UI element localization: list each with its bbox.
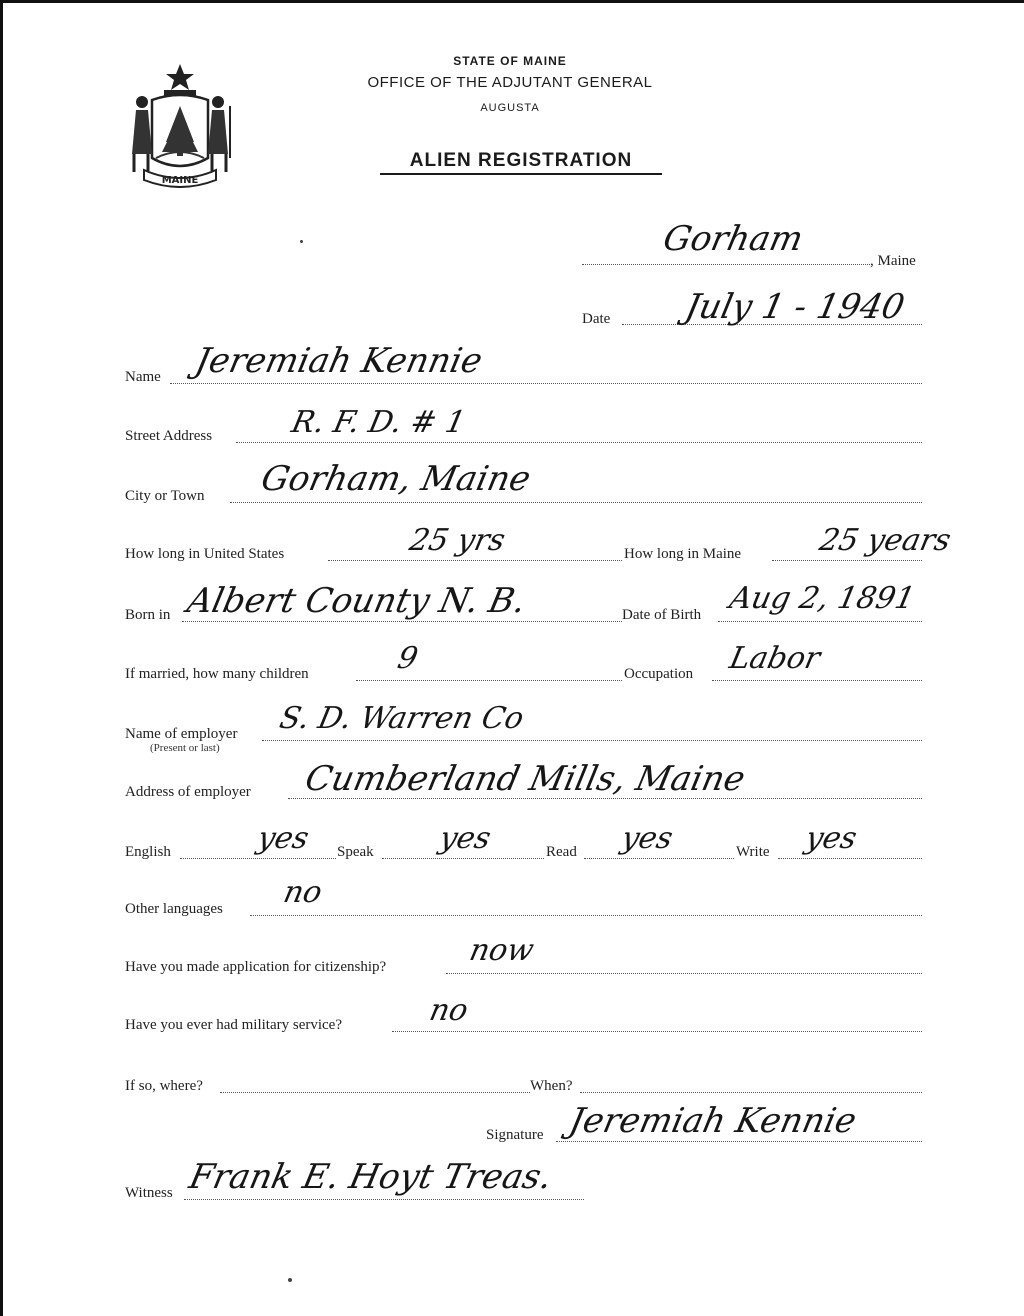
scan-border-top <box>0 0 1024 3</box>
military-value: no <box>426 993 472 1028</box>
read-value: yes <box>618 821 676 856</box>
employer-value: S. D. Warren Co <box>276 701 527 736</box>
write-value: yes <box>802 821 860 856</box>
citizenship-line <box>446 973 922 974</box>
date-value: July 1 - 1940 <box>681 287 908 327</box>
signature-value: Jeremiah Kennie <box>565 1101 860 1141</box>
city-heading: AUGUSTA <box>480 102 540 114</box>
us-line <box>328 560 622 561</box>
dob-value: Aug 2, 1891 <box>726 581 919 616</box>
us-value: 25 yrs <box>406 523 509 558</box>
speak-value: yes <box>436 821 494 856</box>
read-label: Read <box>546 844 577 860</box>
town-line <box>582 264 870 265</box>
dob-line <box>718 621 922 622</box>
witness-line <box>184 1199 584 1200</box>
citizenship-value: now <box>466 933 537 968</box>
when-label: When? <box>530 1078 573 1094</box>
military-label: Have you ever had military service? <box>125 1017 342 1033</box>
maine-length-line <box>772 560 922 561</box>
seal-banner-text: MAINE <box>161 175 199 186</box>
form-title: ALIEN REGISTRATION <box>380 150 662 175</box>
maine-label: , Maine <box>870 253 916 269</box>
children-label: If married, how many children <box>125 666 309 682</box>
office-heading: OFFICE OF THE ADJUTANT GENERAL <box>367 74 653 91</box>
us-label: How long in United States <box>125 546 285 562</box>
name-line <box>170 383 922 384</box>
children-line <box>356 680 622 681</box>
signature-line <box>556 1141 922 1142</box>
english-line <box>180 858 336 859</box>
town-value: Gorham <box>659 219 807 259</box>
other-languages-value: no <box>280 875 326 910</box>
employer-address-label: Address of employer <box>125 784 251 800</box>
ink-speck <box>288 1278 292 1282</box>
maine-state-seal-icon <box>126 62 234 188</box>
write-line <box>778 858 922 859</box>
when-line <box>580 1092 922 1093</box>
born-value: Albert County N. B. <box>183 581 530 621</box>
where-line <box>220 1092 530 1093</box>
maine-length-value: 25 years <box>816 523 954 558</box>
city-value: Gorham, Maine <box>257 459 535 499</box>
read-line <box>584 858 734 859</box>
state-heading: STATE OF MAINE <box>453 54 567 68</box>
maine-length-label: How long in Maine <box>624 546 742 562</box>
where-label: If so, where? <box>125 1078 203 1094</box>
ink-speck <box>300 240 303 243</box>
children-value: 9 <box>394 641 421 676</box>
employer-line <box>262 740 922 741</box>
witness-label: Witness <box>125 1185 173 1201</box>
english-label: English <box>125 844 171 860</box>
born-line <box>182 621 622 622</box>
other-languages-label: Other languages <box>125 901 223 917</box>
speak-line <box>382 858 544 859</box>
city-line <box>230 502 922 503</box>
occupation-line <box>712 680 922 681</box>
city-label: City or Town <box>125 488 205 504</box>
date-label: Date <box>582 311 611 327</box>
dob-label: Date of Birth <box>622 607 702 623</box>
signature-label: Signature <box>486 1127 544 1143</box>
street-label: Street Address <box>125 428 213 444</box>
name-value: Jeremiah Kennie <box>191 341 486 381</box>
witness-value: Frank E. Hoyt Treas. <box>185 1157 556 1197</box>
street-value: R. F. D. # 1 <box>288 405 469 440</box>
write-label: Write <box>736 844 770 860</box>
occupation-label: Occupation <box>624 666 694 682</box>
employer-label: Name of employer <box>125 726 238 742</box>
name-label: Name <box>125 369 161 385</box>
occupation-value: Labor <box>726 641 824 676</box>
english-value: yes <box>254 821 312 856</box>
scan-border-left <box>0 0 3 1316</box>
street-line <box>236 442 922 443</box>
speak-label: Speak <box>337 844 374 860</box>
born-label: Born in <box>125 607 171 623</box>
employer-address-value: Cumberland Mills, Maine <box>301 759 749 799</box>
other-languages-line <box>250 915 922 916</box>
employer-sub-label: (Present or last) <box>150 742 220 754</box>
citizenship-label: Have you made application for citizenship? <box>125 959 387 975</box>
military-line <box>392 1031 922 1032</box>
